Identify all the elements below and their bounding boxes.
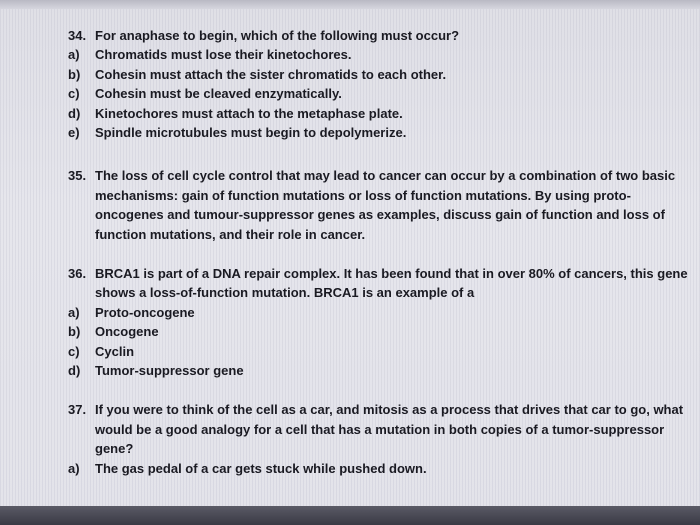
question-35 xyxy=(58,166,690,244)
option-letter: c) xyxy=(68,343,80,359)
question-34 xyxy=(58,26,690,142)
option-d xyxy=(58,104,690,123)
option-letter: b) xyxy=(68,324,81,340)
option-text: Proto-oncogene xyxy=(95,304,195,320)
spacer xyxy=(58,142,690,166)
option-text: Spindle microtubules must begin to depolymerize. xyxy=(95,124,407,140)
option-b xyxy=(58,322,690,341)
question-text: The loss of cell cycle control that may lead to cancer can occur by a combination of two basic mechanisms: gain of function mutations or loss of function mutations. By using proto-oncogenes and tumour-suppressor genes as examples, discuss gain of function and loss of function mutations, and their role in cancer. xyxy=(95,168,676,242)
option-e xyxy=(58,123,690,142)
question-36 xyxy=(58,264,690,380)
option-c xyxy=(58,84,690,103)
option-text: The gas pedal of a car gets stuck while pushed down. xyxy=(95,460,427,476)
option-list xyxy=(58,303,690,381)
question-text: BRCA1 is part of a DNA repair complex. It has been found that in over 80% of cancers, this gene shows a loss-of-function mutation. BRCA1 is an example of a xyxy=(95,265,688,301)
option-list xyxy=(58,459,690,478)
option-text: Cohesin must be cleaved enzymatically. xyxy=(95,86,342,102)
question-sheet xyxy=(58,26,690,478)
question-number: 35. xyxy=(68,168,87,184)
monitor-bezel-bottom xyxy=(0,506,700,525)
question-37 xyxy=(58,400,690,478)
question-number: 34. xyxy=(68,28,87,43)
option-a xyxy=(58,45,690,64)
option-text: Cyclin xyxy=(95,343,135,359)
option-letter: e) xyxy=(68,124,80,140)
option-letter: a) xyxy=(68,460,80,476)
option-letter: d) xyxy=(68,362,81,378)
option-letter: b) xyxy=(68,66,81,82)
option-c xyxy=(58,342,690,361)
option-text: Tumor-suppressor gene xyxy=(95,362,244,378)
option-list xyxy=(58,45,690,142)
question-number: 37. xyxy=(68,402,87,418)
option-letter: d) xyxy=(68,105,81,121)
option-text: Kinetochores must attach to the metaphase plate. xyxy=(95,105,403,121)
option-text: Chromatids must lose their kinetochores. xyxy=(95,47,352,63)
option-a xyxy=(58,303,690,322)
option-a xyxy=(58,459,690,478)
cropped-header-strip xyxy=(0,0,700,9)
option-letter: a) xyxy=(68,304,80,320)
option-letter: a) xyxy=(68,47,80,63)
option-text: Cohesin must attach the sister chromatids to each other. xyxy=(95,66,447,82)
option-text: Oncogene xyxy=(95,324,159,340)
option-b xyxy=(58,65,690,84)
question-text: If you were to think of the cell as a car, and mitosis as a process that drives that car to go, what would be a good analogy for a cell that has a mutation in both copies of a tumor-suppressor gene? xyxy=(95,402,684,457)
spacer xyxy=(58,380,690,400)
question-text: For anaphase to begin, which of the following must occur? xyxy=(95,28,460,43)
option-d xyxy=(58,361,690,380)
option-letter: c) xyxy=(68,86,80,102)
spacer xyxy=(58,244,690,264)
question-number: 36. xyxy=(68,265,87,281)
